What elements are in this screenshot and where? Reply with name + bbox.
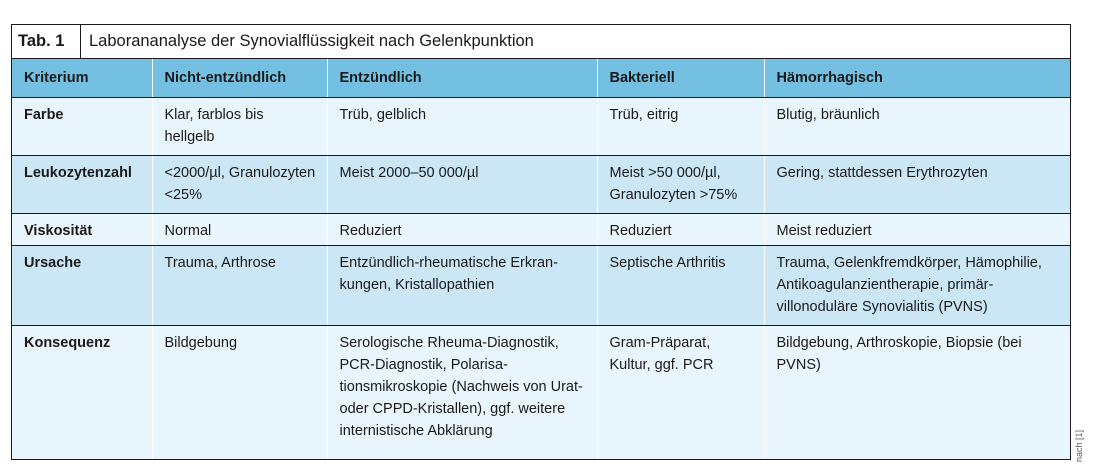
table-cell: Bildgebung xyxy=(152,325,327,459)
table-cell: Klar, farblos bis hellgelb xyxy=(152,97,327,155)
table-cell: Trauma, Gelenkfremdkörper, Hämophilie, Antikoagulanzientherapie, primär-villonoduläre Synovialitis (PVNS) xyxy=(764,245,1070,325)
table-cell: Reduziert xyxy=(597,213,764,245)
header-cell: Nicht-entzündlich xyxy=(152,59,327,97)
table-cell: Reduziert xyxy=(327,213,597,245)
table-cell: Gram-Präparat, Kultur, ggf. PCR xyxy=(597,325,764,459)
data-table xyxy=(12,59,1070,459)
table-cell: Normal xyxy=(152,213,327,245)
table-frame xyxy=(11,24,1071,460)
header-cell: Hämorrhagisch xyxy=(764,59,1070,97)
header-cell: Entzündlich xyxy=(327,59,597,97)
table-cell: Gering, stattdessen Erythrozyten xyxy=(764,155,1070,213)
table-cell: Trüb, gelblich xyxy=(327,97,597,155)
table-title: Laborananalyse der Synovialflüssigkeit nach Gelenkpunktion xyxy=(89,32,534,50)
table-row xyxy=(12,213,1070,245)
header-cell: Kriterium xyxy=(12,59,152,97)
table-cell: Blutig, bräunlich xyxy=(764,97,1070,155)
header-cell: Bakteriell xyxy=(597,59,764,97)
table-cell: Meist reduziert xyxy=(764,213,1070,245)
table-cell: Meist 2000–50 000/µl xyxy=(327,155,597,213)
criterion-cell: Viskosität xyxy=(12,213,152,245)
table-cell: Trüb, eitrig xyxy=(597,97,764,155)
criterion-cell: Konsequenz xyxy=(12,325,152,459)
table-row xyxy=(12,325,1070,459)
criterion-cell: Leukozytenzahl xyxy=(12,155,152,213)
criterion-cell: Ursache xyxy=(12,245,152,325)
table-cell: Entzündlich-rheumatische Erkrankungen, Kristallopathien xyxy=(327,245,597,325)
table-row xyxy=(12,245,1070,325)
table-row xyxy=(12,155,1070,213)
header-row xyxy=(12,59,1070,97)
table-cell: Bildgebung, Arthroskopie, Biopsie (bei PVNS) xyxy=(764,325,1070,459)
table-label: Tab. 1 xyxy=(12,25,81,58)
table-cell: <2000/µl, Granulozyten <25% xyxy=(152,155,327,213)
criterion-cell: Farbe xyxy=(12,97,152,155)
table-cell: Serologische Rheuma-Diagnostik, PCR-Diagnostik, Polarisationsmikroskopie (Nachweis von Urat- oder CPPD-Kristallen), ggf. weitere internistische Abklärung xyxy=(327,325,597,459)
source-note: nach [1] xyxy=(1074,429,1084,462)
table-cell: Septische Arthritis xyxy=(597,245,764,325)
table-row xyxy=(12,97,1070,155)
table-cell: Meist >50 000/µl, Granulozyten >75% xyxy=(597,155,764,213)
table-cell: Trauma, Arthrose xyxy=(152,245,327,325)
table-titlebar xyxy=(12,25,1070,59)
